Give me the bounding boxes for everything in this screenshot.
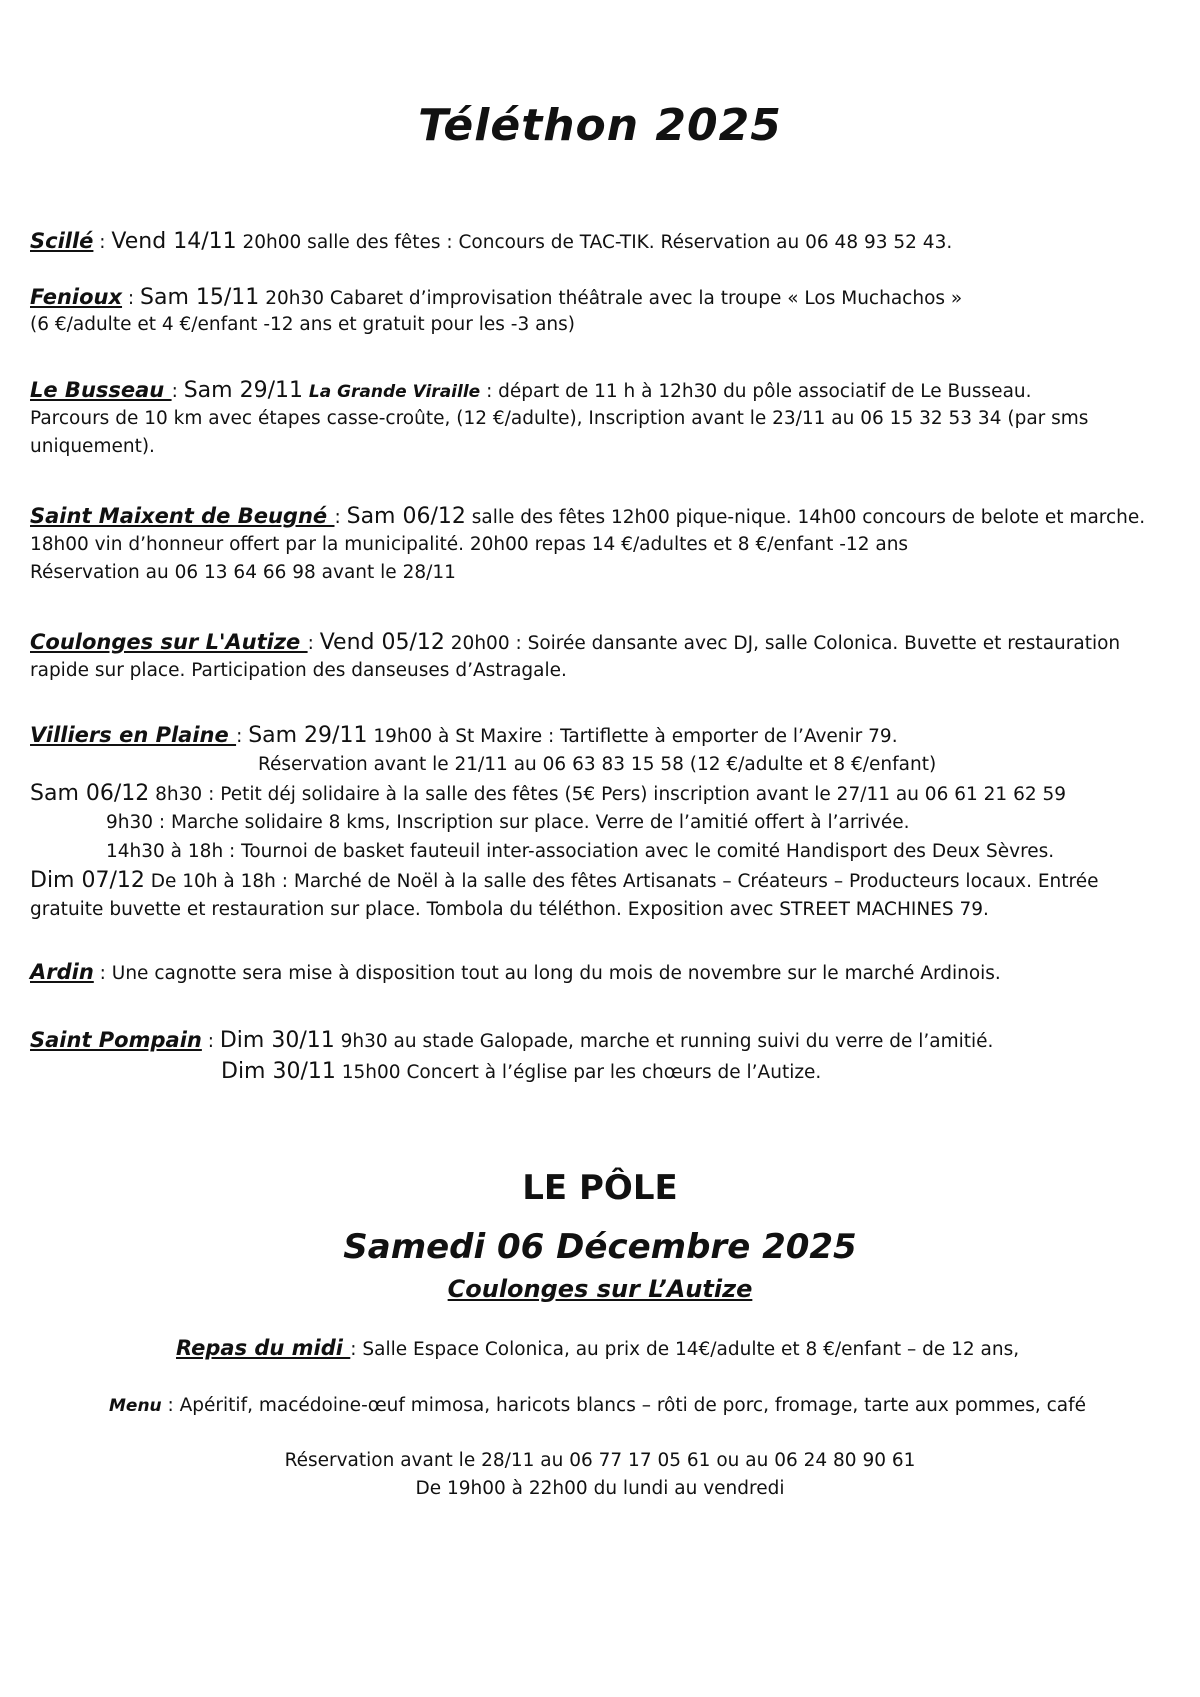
repas-line <box>176 1333 1019 1365</box>
stpompain-line-2 <box>221 1057 821 1088</box>
pole-place: Coulonges sur L’Autize <box>447 1275 753 1303</box>
event-text: 9h30 au stade Galopade, marche et running suivi du verre de l’amitié. <box>334 1031 994 1052</box>
event-text: : départ de 11 h à 12h30 du pôle associatif de Le Busseau. <box>480 381 1032 402</box>
event-date: Sam 06/12 <box>30 781 150 806</box>
event-text: 19h00 à St Maxire : Tartiflette à emporter de l’Avenir 79. <box>367 726 898 747</box>
coulonges-line-2: rapide sur place. Participation des danseuses d’Astragale. <box>30 660 567 681</box>
town-name: Villiers en Plaine <box>30 723 237 747</box>
stpompain-line: Saint Pompain : Dim 30/11 9h30 au stade Galopade, marche et running suivi du verre de l’amitié. <box>30 1028 994 1053</box>
menu-line <box>109 1391 1086 1421</box>
event-date: Vend 05/12 <box>319 630 445 655</box>
villiers-line-2: Réservation avant le 21/11 au 06 63 83 15 58 (12 €/adulte et 8 €/enfant) <box>258 754 937 775</box>
busseau-line-2: Parcours de 10 km avec étapes casse-croûte, (12 €/adulte), Inscription avant le 23/11 au 06 15 32 53 34 (par sms <box>30 408 1089 429</box>
villiers-line-3 <box>30 779 1066 810</box>
event-date: Sam 29/11 <box>248 723 368 748</box>
town-name: Coulonges sur L'Autize <box>30 630 308 654</box>
event-date: Dim 07/12 <box>30 868 145 893</box>
menu-label: Menu <box>109 1396 162 1416</box>
villiers-line-6 <box>30 866 1098 897</box>
busseau-line-3: uniquement). <box>30 436 155 457</box>
fenioux-line-2: (6 €/adulte et 4 €/enfant -12 ans et gratuit pour les -3 ans) <box>30 314 576 335</box>
town-name: Fenioux <box>30 285 123 309</box>
page-title: Téléthon 2025 <box>418 100 782 151</box>
pole-date: Samedi 06 Décembre 2025 <box>343 1227 857 1267</box>
fenioux-line: Fenioux : Sam 15/11 20h30 Cabaret d’improvisation théâtrale avec la troupe « Los Muchachos » <box>30 285 963 310</box>
town-name: Le Busseau <box>30 378 172 402</box>
busseau-line: Le Busseau : Sam 29/11 La Grande Viraille : départ de 11 h à 12h30 du pôle associatif de Le Busseau. <box>30 378 1032 403</box>
event-date: Vend 14/11 <box>111 229 237 254</box>
villiers-line-4: 9h30 : Marche solidaire 8 kms, Inscription sur place. Verre de l’amitié offert à l’arrivée. <box>106 812 910 833</box>
event-date: Sam 06/12 <box>346 504 466 529</box>
event-name: La Grande Viraille <box>308 382 481 402</box>
town-name: Saint Pompain <box>30 1028 202 1052</box>
stmaixent-line: Saint Maixent de Beugné : Sam 06/12 salle des fêtes 12h00 pique-nique. 14h00 concours de belote et marche. <box>30 504 1146 529</box>
repas-text: : Salle Espace Colonica, au prix de 14€/adulte et 8 €/enfant – de 12 ans, <box>350 1339 1020 1360</box>
town-name: Ardin <box>30 960 94 984</box>
pole-reservation: Réservation avant le 28/11 au 06 77 17 05 61 ou au 06 24 80 90 61 <box>284 1450 916 1471</box>
pole-title: LE PÔLE <box>522 1168 678 1208</box>
town-name: Scillé <box>30 229 94 253</box>
event-date: Dim 30/11 <box>219 1028 335 1053</box>
event-date: Sam 15/11 <box>140 285 260 310</box>
event-text: 15h00 Concert à l’église par les chœurs de l’Autize. <box>335 1062 822 1083</box>
stmaixent-line-3: Réservation au 06 13 64 66 98 avant le 28/11 <box>30 562 456 583</box>
coulonges-line: Coulonges sur L'Autize : Vend 05/12 20h00 : Soirée dansante avec DJ, salle Colonica. Buvette et restauration <box>30 630 1121 655</box>
ardin-line <box>30 957 1001 989</box>
event-date: Dim 30/11 <box>221 1059 336 1084</box>
town-name: Saint Maixent de Beugné <box>30 504 335 528</box>
event-text: 8h30 : Petit déj solidaire à la salle des fêtes (5€ Pers) inscription avant le 27/11 au 06 61 21 62 59 <box>149 784 1067 805</box>
stmaixent-line-2: 18h00 vin d’honneur offert par la municipalité. 20h00 repas 14 €/adultes et 8 €/enfant -12 ans <box>30 534 909 555</box>
villiers-line: Villiers en Plaine : Sam 29/11 19h00 à St Maxire : Tartiflette à emporter de l’Avenir 79. <box>30 723 898 748</box>
villiers-line-7: gratuite buvette et restauration sur place. Tombola du téléthon. Exposition avec STREET MACHINES 79. <box>30 899 989 920</box>
event-date: Sam 29/11 <box>183 378 303 403</box>
event-text: 20h00 : Soirée dansante avec DJ, salle Colonica. Buvette et restauration <box>444 633 1121 654</box>
repas-label: Repas du midi <box>176 1336 351 1360</box>
menu-text: : Apéritif, macédoine-œuf mimosa, haricots blancs – rôti de porc, fromage, tarte aux pommes, café <box>161 1395 1087 1416</box>
event-text: salle des fêtes 12h00 pique-nique. 14h00 concours de belote et marche. <box>465 507 1146 528</box>
pole-hours: De 19h00 à 22h00 du lundi au vendredi <box>415 1478 785 1499</box>
event-text: 20h00 salle des fêtes : Concours de TAC-TIK. Réservation au 06 48 93 52 43. <box>236 232 953 253</box>
villiers-line-5: 14h30 à 18h : Tournoi de basket fauteuil inter-association avec le comité Handisport des Deux Sèvres. <box>106 841 1055 862</box>
event-text: De 10h à 18h : Marché de Noël à la salle des fêtes Artisanats – Créateurs – Producteurs locaux. Entrée <box>144 871 1099 892</box>
event-text: : Une cagnotte sera mise à disposition tout au long du mois de novembre sur le marché Ardinois. <box>93 963 1001 984</box>
event-text: 20h30 Cabaret d’improvisation théâtrale avec la troupe « Los Muchachos » <box>259 288 963 309</box>
scille-line: Scillé : Vend 14/11 20h00 salle des fêtes : Concours de TAC-TIK. Réservation au 06 48 93 52 43. <box>30 229 953 254</box>
